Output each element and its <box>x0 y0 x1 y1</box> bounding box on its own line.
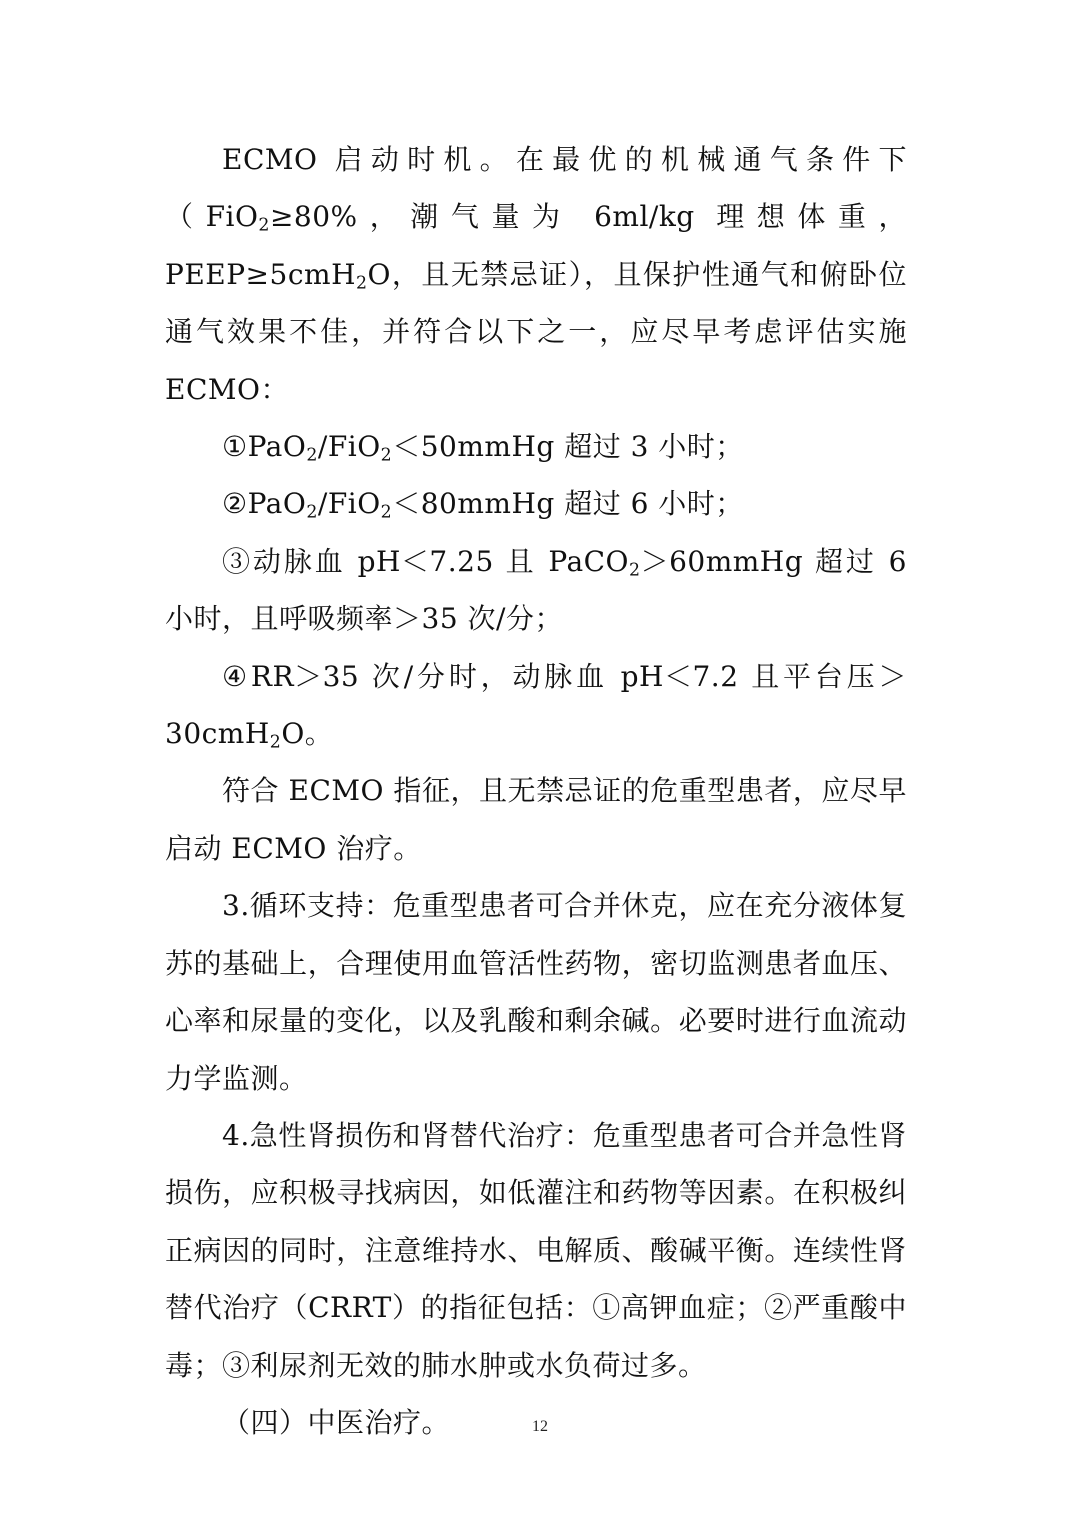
page-number: 12 <box>532 1418 548 1435</box>
body-text <box>165 131 907 1451</box>
paragraph-criterion-1: ①PaO$_2$/FiO$_2$＜50mmHg 超过 3 小时； <box>222 430 744 466</box>
paragraph-renal-therapy: 4.急性肾损伤和肾替代治疗：危重型患者可合并急性肾损伤，应积极寻找病因，如低灌注和药物等因素。在积极纠正病因的同时，注意维持水、电解质、酸碱平衡。连续性肾替代治疗（CRRT）的指征包括：①高钾血症；②严重酸中毒；③利尿剂无效的肺水肿或水负荷过多。 <box>165 1118 907 1382</box>
section-heading-tcm: （四）中医治疗。 <box>222 1405 451 1439</box>
paragraph-criterion-3: ③动脉血 pH＜7.25 且 PaCO$_2$＞60mmHg 超过 6 小时，且呼吸频率＞35 次/分； <box>165 544 907 636</box>
paragraph-circulation-support: 3.循环支持：危重型患者可合并休克，应在充分液体复苏的基础上，合理使用血管活性药物，密切监测患者血压、心率和尿量的变化，以及乳酸和剩余碱。必要时进行血流动力学监测。 <box>165 889 907 1095</box>
paragraph-criterion-4: ④RR＞35 次/分时，动脉血 pH＜7.2 且平台压＞30cmH$_2$O。 <box>165 659 907 753</box>
paragraph-ecmo-indication: 符合 ECMO 指征，且无禁忌证的危重型患者，应尽早启动 ECMO 治疗。 <box>165 774 907 865</box>
paragraph-criterion-2: ②PaO$_2$/FiO$_2$＜80mmHg 超过 6 小时； <box>222 487 744 523</box>
paragraph-ecmo-timing: ECMO 启动时机。在最优的机械通气条件下（FiO$_2$≥80%，潮气量为 6ml/kg 理想体重，PEEP≥5cmH$_2$O，且无禁忌证），且保护性通气和俯卧位通气效果不佳，并符合以下之一，应尽早考虑评估实施 ECMO： <box>165 143 907 406</box>
